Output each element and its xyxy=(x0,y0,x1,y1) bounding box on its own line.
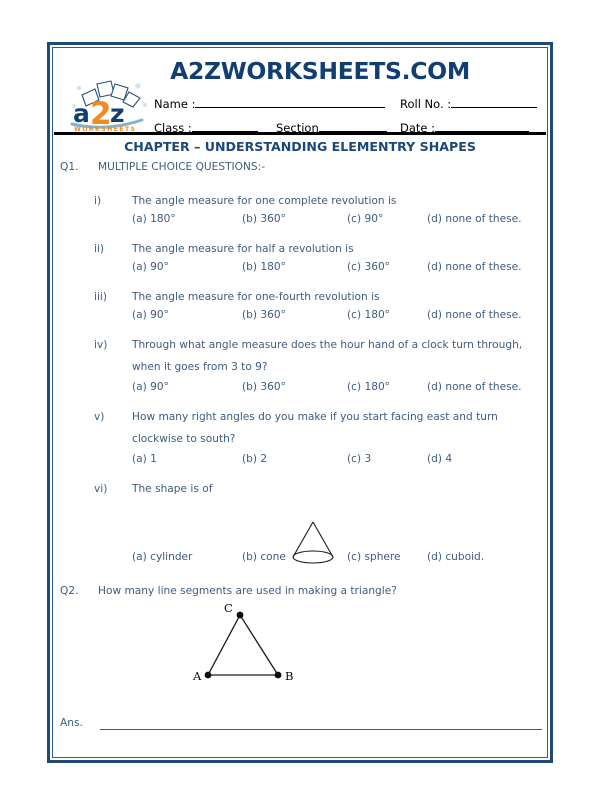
section-label: Section xyxy=(276,121,319,135)
form-row-name xyxy=(154,93,546,115)
roll-no-input-rule[interactable] xyxy=(451,96,537,108)
chapter-title: CHAPTER – UNDERSTANDING ELEMENTRY SHAPES xyxy=(124,139,476,154)
q1-iv-option-d[interactable]: (d) none of these. xyxy=(427,381,522,393)
triangle-label-b: B xyxy=(285,669,294,683)
class-field[interactable] xyxy=(154,120,258,135)
q1-i-option-c[interactable]: (c) 90° xyxy=(347,213,384,225)
name-label: Name : xyxy=(154,97,196,111)
q1-i-option-d[interactable]: (d) none of these. xyxy=(427,213,522,225)
q1-iv-option-c[interactable]: (c) 180° xyxy=(347,381,390,393)
question-1-text: MULTIPLE CHOICE QUESTIONS:- xyxy=(98,161,266,173)
q1-v-option-b[interactable]: (b) 2 xyxy=(242,453,268,465)
svg-text:a: a xyxy=(73,99,90,128)
q1-item-vi-roman: vi) xyxy=(94,483,108,495)
q1-item-i-stem: The angle measure for one complete revolution is xyxy=(132,195,397,207)
q1-iii-option-c[interactable]: (c) 180° xyxy=(347,309,390,321)
q1-vi-option-b[interactable]: (b) cone xyxy=(242,551,286,563)
answer-input-rule[interactable] xyxy=(100,729,542,730)
q1-vi-option-c[interactable]: (c) sphere xyxy=(347,551,401,563)
q1-item-ii-stem: The angle measure for half a revolution is xyxy=(132,243,354,255)
a2z-worksheets-logo xyxy=(66,75,152,133)
q1-ii-option-c[interactable]: (c) 360° xyxy=(347,261,390,273)
answer-label: Ans. xyxy=(60,717,83,729)
svg-text:WORKSHEETS: WORKSHEETS xyxy=(74,126,137,133)
worksheet-header xyxy=(54,49,546,135)
cone-diagram xyxy=(282,519,344,567)
site-title: A2ZWORKSHEETS.COM xyxy=(170,57,470,85)
roll-no-field[interactable] xyxy=(400,96,537,111)
q1-item-ii-options xyxy=(132,261,546,277)
q1-vi-option-a[interactable]: (a) cylinder xyxy=(132,551,193,563)
q1-item-v-options xyxy=(132,453,546,469)
svg-text:z: z xyxy=(110,99,125,128)
q1-item-i-roman: i) xyxy=(94,195,102,207)
worksheet-page-frame xyxy=(47,42,553,763)
q1-iv-option-b[interactable]: (b) 360° xyxy=(242,381,286,393)
form-row-class xyxy=(154,117,546,139)
q1-item-iii-roman: iii) xyxy=(94,291,107,303)
q1-item-vi-stem: The shape is of xyxy=(132,483,213,495)
q1-vi-option-d[interactable]: (d) cuboid. xyxy=(427,551,485,563)
section-input-rule[interactable] xyxy=(319,120,387,132)
q1-i-option-b[interactable]: (b) 360° xyxy=(242,213,286,225)
q1-i-option-a[interactable]: (a) 180° xyxy=(132,213,176,225)
date-input-rule[interactable] xyxy=(435,120,529,132)
svg-text:2: 2 xyxy=(90,96,112,132)
date-field[interactable] xyxy=(400,120,529,135)
q1-ii-option-d[interactable]: (d) none of these. xyxy=(427,261,522,273)
q1-v-option-a[interactable]: (a) 1 xyxy=(132,453,157,465)
q1-item-ii-roman: ii) xyxy=(94,243,105,255)
name-input-rule[interactable] xyxy=(195,96,385,108)
question-2-text: How many line segments are used in making a triangle? xyxy=(98,585,397,597)
q1-ii-option-a[interactable]: (a) 90° xyxy=(132,261,169,273)
q1-iii-option-d[interactable]: (d) none of these. xyxy=(427,309,522,321)
q1-item-iii-stem: The angle measure for one-fourth revolution is xyxy=(132,291,380,303)
q1-item-iv-options xyxy=(132,381,546,397)
class-label: Class : xyxy=(154,121,192,135)
q1-item-v-roman: v) xyxy=(94,411,105,423)
answer-row xyxy=(60,715,546,735)
q1-iii-option-b[interactable]: (b) 360° xyxy=(242,309,286,321)
triangle-label-a: A xyxy=(193,669,202,683)
q1-item-v-stem-line2: clockwise to south? xyxy=(132,433,236,445)
q1-v-option-c[interactable]: (c) 3 xyxy=(347,453,372,465)
date-label: Date : xyxy=(400,121,436,135)
q1-item-iv-stem: Through what angle measure does the hour hand of a clock turn through, xyxy=(132,339,523,351)
q1-v-option-d[interactable]: (d) 4 xyxy=(427,453,453,465)
name-field[interactable] xyxy=(154,96,385,111)
roll-no-label: Roll No. : xyxy=(400,97,452,111)
class-input-rule[interactable] xyxy=(192,120,258,132)
q1-item-v-stem: How many right angles do you make if you start facing east and turn xyxy=(132,411,498,423)
section-field[interactable] xyxy=(276,120,387,135)
question-2-number: Q2. xyxy=(60,585,79,597)
q1-iii-option-a[interactable]: (a) 90° xyxy=(132,309,169,321)
triangle-label-c: C xyxy=(224,601,233,615)
q1-item-iii-options xyxy=(132,309,546,325)
q1-item-iv-roman: iv) xyxy=(94,339,108,351)
q1-ii-option-b[interactable]: (b) 180° xyxy=(242,261,286,273)
triangle-diagram xyxy=(144,597,304,687)
question-1-number: Q1. xyxy=(60,161,79,173)
q1-iv-option-a[interactable]: (a) 90° xyxy=(132,381,169,393)
q1-item-i-options xyxy=(132,213,546,229)
q1-item-iv-stem-line2: when it goes from 3 to 9? xyxy=(132,361,268,373)
